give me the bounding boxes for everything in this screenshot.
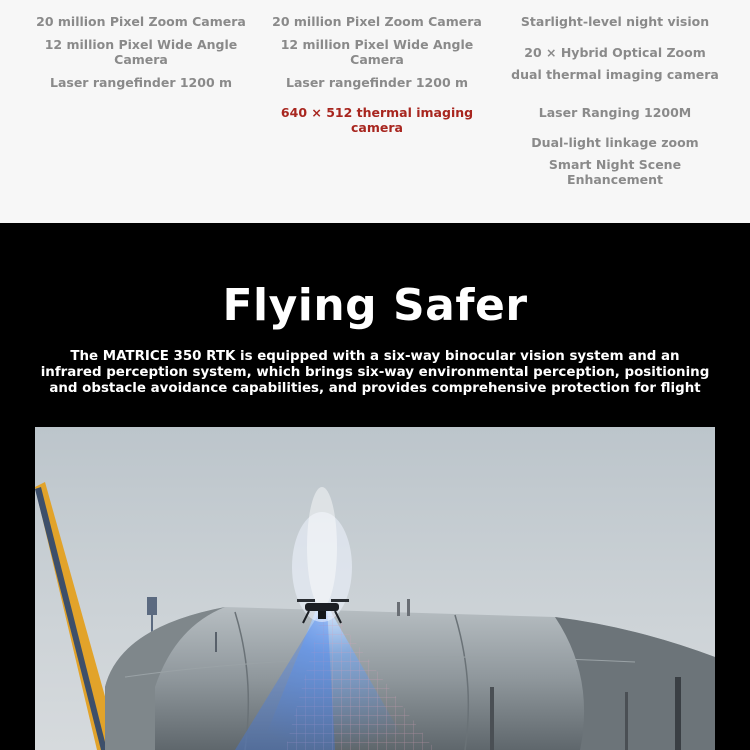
spec-item: 20 million Pixel Zoom Camera [36, 14, 246, 29]
drone-photo-illustration [35, 427, 715, 750]
spec-section [0, 0, 750, 223]
spec-item: Smart Night Scene Enhancement [548, 157, 682, 187]
section-description: The MATRICE 350 RTK is equipped with a six-way binocular vision system and an infrared perception system, which brings six-way environmental perception, positioning and obstacle avoidance capabilities, and provides comprehensive protection for flight [40, 349, 710, 396]
spec-item: 20 × Hybrid Optical Zoom [524, 45, 706, 60]
spec-item: Starlight-level night vision [520, 14, 710, 29]
spec-item: 12 million Pixel Wide Angle Camera [280, 37, 474, 67]
section-title: Flying Safer [222, 280, 528, 331]
spec-item-highlight: 640 × 512 thermal imaging camera [280, 105, 474, 135]
spec-item: Laser rangefinder 1200 m [285, 75, 469, 90]
spec-item: Dual-light linkage zoom [531, 135, 699, 150]
safety-section [0, 223, 750, 750]
spec-item: 12 million Pixel Wide Angle Camera [44, 37, 238, 67]
spec-item: Laser Ranging 1200M [538, 105, 692, 120]
drone-inspection-photo [35, 427, 715, 750]
spec-item: dual thermal imaging camera [511, 67, 719, 82]
spec-item: Laser rangefinder 1200 m [49, 75, 233, 90]
spec-item: 20 million Pixel Zoom Camera [272, 14, 482, 29]
